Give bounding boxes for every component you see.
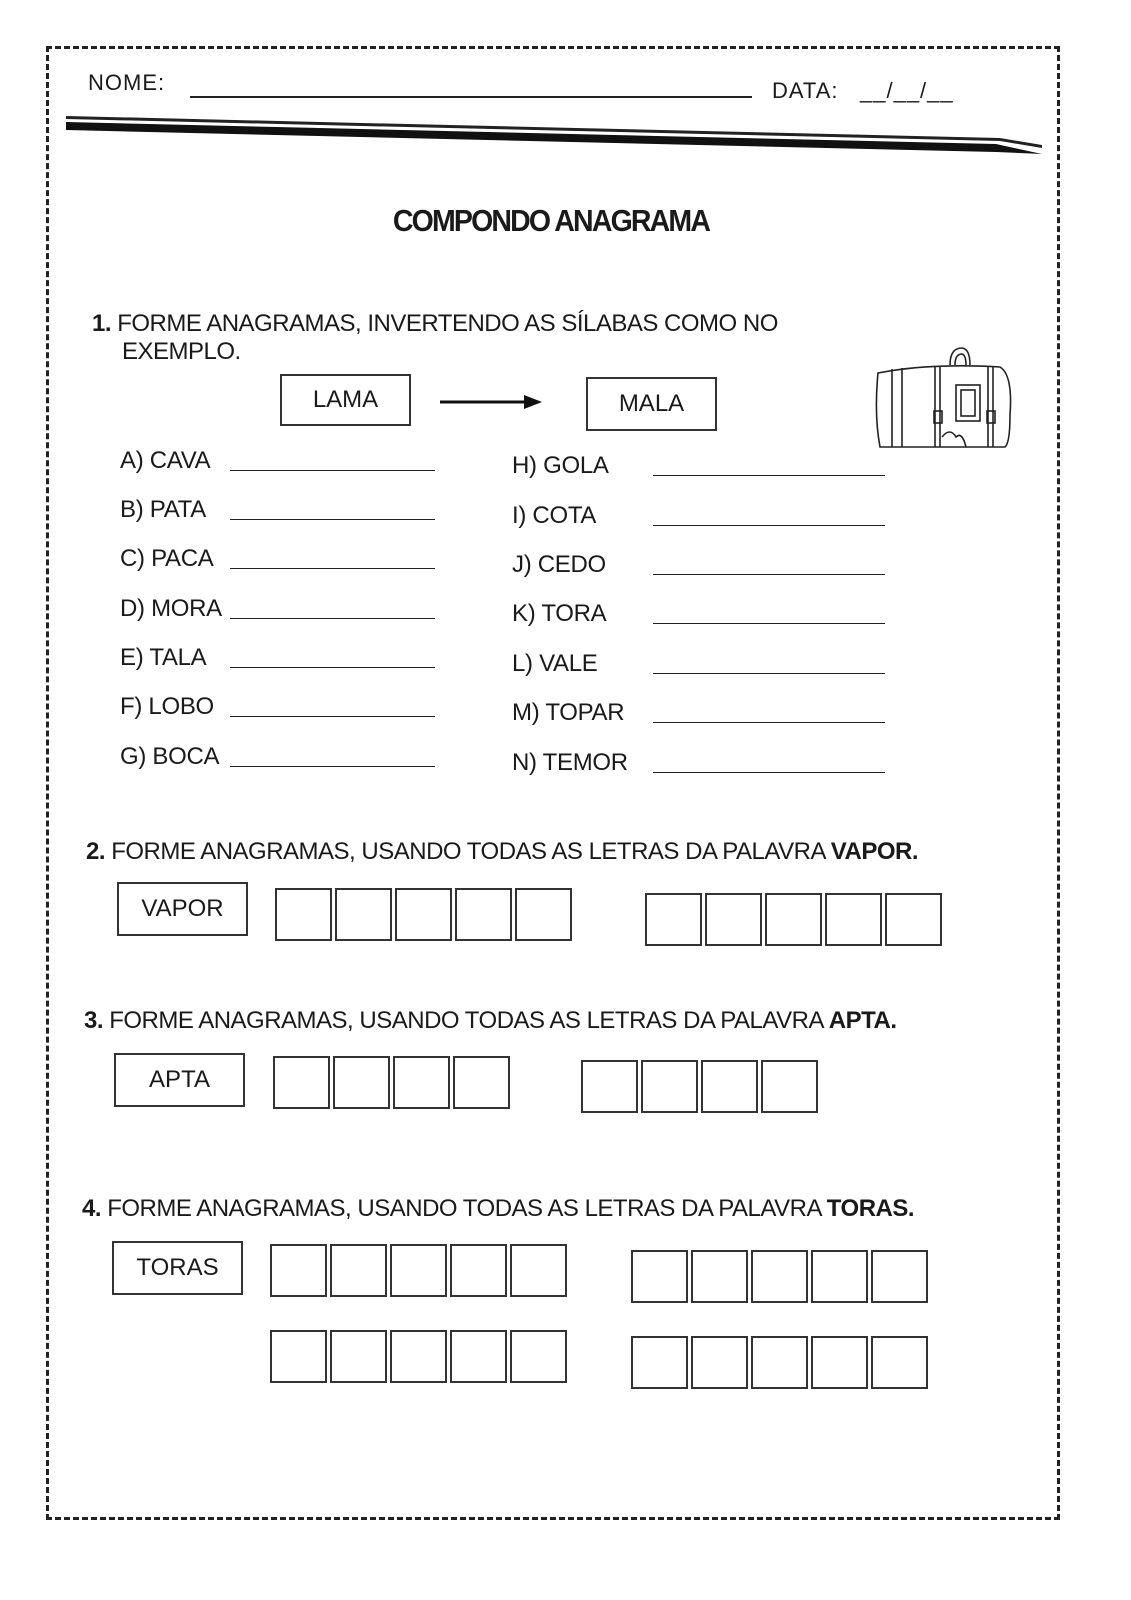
letter-box[interactable] <box>631 1336 688 1389</box>
anagram-item <box>120 743 435 771</box>
item-word: H) GOLA <box>512 452 609 479</box>
letter-box[interactable] <box>641 1060 698 1113</box>
letter-box[interactable] <box>393 1056 450 1109</box>
answer-box-group <box>631 1336 931 1389</box>
answer-line[interactable] <box>653 623 885 624</box>
letter-box[interactable] <box>631 1250 688 1303</box>
source-word-box: TORAS <box>112 1241 243 1295</box>
example-word-box: LAMA <box>280 374 411 426</box>
answer-line[interactable] <box>230 766 435 767</box>
name-input-line[interactable] <box>190 96 752 98</box>
answer-box-group <box>581 1060 821 1113</box>
date-input-blank[interactable]: __/__/__ <box>860 78 954 103</box>
answer-box-group <box>273 1056 513 1109</box>
anagram-item <box>120 693 435 721</box>
answer-line[interactable] <box>230 568 435 569</box>
anagram-item <box>120 595 435 623</box>
letter-box[interactable] <box>645 893 702 946</box>
question-number: 4. <box>82 1195 102 1222</box>
letter-box[interactable] <box>335 888 392 941</box>
letter-box[interactable] <box>450 1330 507 1383</box>
answer-box-group <box>275 888 575 941</box>
question-text: FORME ANAGRAMAS, INVERTENDO AS SÍLABAS COMO NO <box>117 310 778 337</box>
answer-line[interactable] <box>230 716 435 717</box>
anagram-item <box>120 447 435 475</box>
letter-box[interactable] <box>691 1250 748 1303</box>
date-label: DATA: <box>772 78 839 103</box>
answer-line[interactable] <box>653 722 885 723</box>
letter-box[interactable] <box>395 888 452 941</box>
question-text: FORME ANAGRAMAS, USANDO TODAS AS LETRAS DA PALAVRA <box>109 1007 829 1034</box>
letter-box[interactable] <box>761 1060 818 1113</box>
item-word: D) MORA <box>120 595 222 622</box>
question-number: 1. <box>92 310 112 337</box>
letter-box[interactable] <box>455 888 512 941</box>
source-word-box: VAPOR <box>117 882 248 936</box>
answer-box-group <box>270 1244 570 1297</box>
answer-line[interactable] <box>653 772 885 773</box>
letter-box[interactable] <box>330 1330 387 1383</box>
item-word: B) PATA <box>120 496 206 523</box>
letter-box[interactable] <box>510 1330 567 1383</box>
anagram-item <box>512 650 885 678</box>
question-number: 3. <box>84 1007 104 1034</box>
question-2-prompt <box>86 838 918 866</box>
anagram-item <box>512 699 885 727</box>
letter-box[interactable] <box>581 1060 638 1113</box>
letter-box[interactable] <box>885 893 942 946</box>
answer-box-group <box>631 1250 931 1303</box>
anagram-item <box>512 502 885 530</box>
question-4-prompt <box>82 1195 914 1223</box>
example-answer-box: MALA <box>586 377 717 431</box>
question-1-prompt <box>92 310 778 366</box>
letter-box[interactable] <box>510 1244 567 1297</box>
header-divider-bar <box>60 112 1050 162</box>
item-word: M) TOPAR <box>512 699 625 726</box>
letter-box[interactable] <box>273 1056 330 1109</box>
letter-box[interactable] <box>751 1336 808 1389</box>
answer-box-group <box>645 893 945 946</box>
item-word: K) TORA <box>512 600 607 627</box>
letter-box[interactable] <box>765 893 822 946</box>
letter-box[interactable] <box>825 893 882 946</box>
item-word: F) LOBO <box>120 693 214 720</box>
question-number: 2. <box>86 838 106 865</box>
letter-box[interactable] <box>270 1330 327 1383</box>
item-word: I) COTA <box>512 502 597 529</box>
answer-line[interactable] <box>653 525 885 526</box>
target-word: VAPOR. <box>830 838 919 865</box>
item-word: L) VALE <box>512 650 598 677</box>
letter-box[interactable] <box>705 893 762 946</box>
letter-box[interactable] <box>691 1336 748 1389</box>
letter-box[interactable] <box>275 888 332 941</box>
arrow-right-icon <box>438 392 544 412</box>
anagram-item <box>512 551 885 579</box>
anagram-item <box>120 496 435 524</box>
letter-box[interactable] <box>871 1336 928 1389</box>
letter-box[interactable] <box>701 1060 758 1113</box>
answer-box-group <box>270 1330 570 1383</box>
answer-line[interactable] <box>230 667 435 668</box>
answer-line[interactable] <box>653 475 885 476</box>
target-word: TORAS. <box>826 1195 915 1222</box>
letter-box[interactable] <box>270 1244 327 1297</box>
anagram-item <box>120 644 435 672</box>
item-word: C) PACA <box>120 545 214 572</box>
answer-line[interactable] <box>653 574 885 575</box>
letter-box[interactable] <box>811 1336 868 1389</box>
letter-box[interactable] <box>390 1330 447 1383</box>
question-text: FORME ANAGRAMAS, USANDO TODAS AS LETRAS DA PALAVRA <box>111 838 831 865</box>
answer-line[interactable] <box>653 673 885 674</box>
item-word: G) BOCA <box>120 743 220 770</box>
question-3-prompt <box>84 1007 897 1035</box>
item-word: J) CEDO <box>512 551 606 578</box>
letter-box[interactable] <box>751 1250 808 1303</box>
letter-box[interactable] <box>871 1250 928 1303</box>
item-word: A) CAVA <box>120 447 211 474</box>
letter-box[interactable] <box>811 1250 868 1303</box>
question-text: FORME ANAGRAMAS, USANDO TODAS AS LETRAS DA PALAVRA <box>107 1195 827 1222</box>
letter-box[interactable] <box>450 1244 507 1297</box>
letter-box[interactable] <box>390 1244 447 1297</box>
anagram-item <box>512 749 885 777</box>
answer-line[interactable] <box>230 519 435 520</box>
letter-box[interactable] <box>515 888 572 941</box>
letter-box[interactable] <box>333 1056 390 1109</box>
page-title: COMPONDO ANAGRAMA <box>392 203 710 238</box>
anagram-item <box>120 545 435 573</box>
anagram-item <box>512 452 885 480</box>
answer-line[interactable] <box>230 470 435 471</box>
target-word: APTA. <box>828 1007 897 1034</box>
item-word: N) TEMOR <box>512 749 628 776</box>
letter-box[interactable] <box>330 1244 387 1297</box>
answer-line[interactable] <box>230 618 435 619</box>
source-word-box: APTA <box>114 1053 245 1107</box>
item-word: E) TALA <box>120 644 207 671</box>
anagram-item <box>512 600 885 628</box>
letter-box[interactable] <box>453 1056 510 1109</box>
question-text-continued: EXEMPLO. <box>122 338 241 365</box>
suitcase-icon <box>870 345 1015 450</box>
name-label: NOME: <box>88 70 166 95</box>
